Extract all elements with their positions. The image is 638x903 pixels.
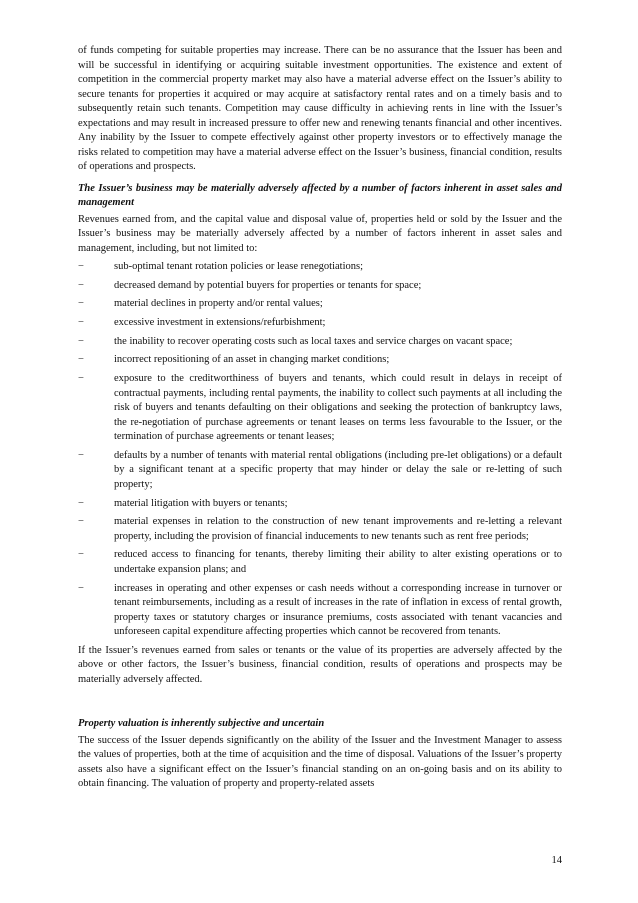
list-item: − excessive investment in extensions/refurbishment; bbox=[78, 316, 562, 331]
dash-bullet: − bbox=[78, 335, 84, 347]
dash-bullet: − bbox=[78, 373, 84, 385]
document-page bbox=[78, 44, 562, 792]
section-closing-paragraph: If the Issuer’s revenues earned from sales or tenants or the value of its properties are adversely affected by the above or other factors, the Issuer’s business, financial condition, results of operations and prospects may be materially adversely affected. bbox=[78, 644, 562, 685]
list-item: − the inability to recover operating costs such as local taxes and service charges on vacant space; bbox=[78, 335, 562, 350]
risk-factor-list bbox=[78, 260, 562, 640]
property-valuation-paragraph: The success of the Issuer depends significantly on the ability of the Issuer and the Investment Manager to assess the values of properties, both at the time of acquisition and the time of disposal. Valuations of the Issuer’s property assets also have a significant effect on the Issuer’s financial standing on an on-going basis and on its ability to obtain financing. The valuation of property and property-related assets bbox=[78, 734, 562, 790]
section-heading-property-valuation: Property valuation is inherently subjective and uncertain bbox=[78, 718, 325, 730]
dash-bullet: − bbox=[78, 582, 84, 594]
list-item: − exposure to the creditworthiness of buyers and tenants, which could result in delays in receipt of contractual payments, including rental payments, the inability to collect such payments at all including the risk of buyers and tenants defaulting on their obligations and seeking the protection of bankruptcy laws, the re-negotiation of purchase agreements or tenant leases on terms less favourable to the Issuer, or the termination of purchase agreements or tenant leases; bbox=[78, 373, 562, 443]
section-lead-paragraph: Revenues earned from, and the capital value and disposal value of, properties held or sold by the Issuer and the Issuer’s business may be materially adversely affected by a number of factors inherent in asset sales and management, including, but not limited to: bbox=[78, 213, 562, 254]
list-item: − decreased demand by potential buyers for properties or tenants for space; bbox=[78, 279, 562, 294]
list-item: − increases in operating and other expenses or cash needs without a corresponding increase in turnover or tenant reimbursements, including as a result of increases in the rate of inflation in excess of rental growth, property taxes or statutory charges or insurance premiums, costs associated with tenant vacancies and unforeseen capital expenditure affecting properties which cannot be recovered from tenants. bbox=[78, 582, 562, 638]
dash-bullet: − bbox=[78, 279, 84, 291]
section-heading-asset-sales: The Issuer’s business may be materially adversely affected by a number of factors inherent in asset sales and management bbox=[78, 182, 562, 208]
dash-bullet: − bbox=[78, 449, 84, 461]
page-number: 14 bbox=[551, 855, 562, 866]
dash-bullet: − bbox=[78, 298, 84, 310]
list-item: − sub-optimal tenant rotation policies or lease renegotiations; bbox=[78, 260, 562, 275]
dash-bullet: − bbox=[78, 354, 84, 366]
list-item: − material litigation with buyers or tenants; bbox=[78, 497, 562, 512]
dash-bullet: − bbox=[78, 261, 84, 272]
list-item: − material declines in property and/or rental values; bbox=[78, 297, 562, 312]
intro-paragraph: of funds competing for suitable properties may increase. There can be no assurance that the Issuer has been and will be successful in identifying or acquiring suitable investment opportunities. The existence and extent of competition in the commercial property market may also have a material adverse effect on the Issuer’s ability to secure tenants for properties it acquired or may acquire at satisfactory rental rates and on a timely basis and to subsequently retain such tenants. Competition may cause difficulty in achieving rents in line with the Issuer’s expectations and may result in increased pressure to offer new and renewing tenants financial and other incentives. Any inability by the Issuer to compete effectively against other property investors or to effectively manage the risks related to competition may have a material adverse effect on the Issuer’s business, financial condition, results of operations and prospects. bbox=[78, 45, 562, 172]
dash-bullet: − bbox=[78, 317, 84, 329]
list-item: − incorrect repositioning of an asset in changing market conditions; bbox=[78, 353, 562, 368]
dash-bullet: − bbox=[78, 516, 84, 528]
list-item: − reduced access to financing for tenants, thereby limiting their ability to alter existing operations or to undertake expansion plans; and bbox=[78, 549, 562, 575]
dash-bullet: − bbox=[78, 497, 84, 509]
list-item: − defaults by a number of tenants with material rental obligations (including pre-let obligations) or a default by a significant tenant at a specific property that may hinder or delay the sale or re-letting of such property; bbox=[78, 449, 562, 490]
list-item: − material expenses in relation to the construction of new tenant improvements and re-letting a relevant property, including the provision of financial inducements to new tenants such as rent free periods; bbox=[78, 516, 562, 542]
dash-bullet: − bbox=[78, 549, 84, 561]
